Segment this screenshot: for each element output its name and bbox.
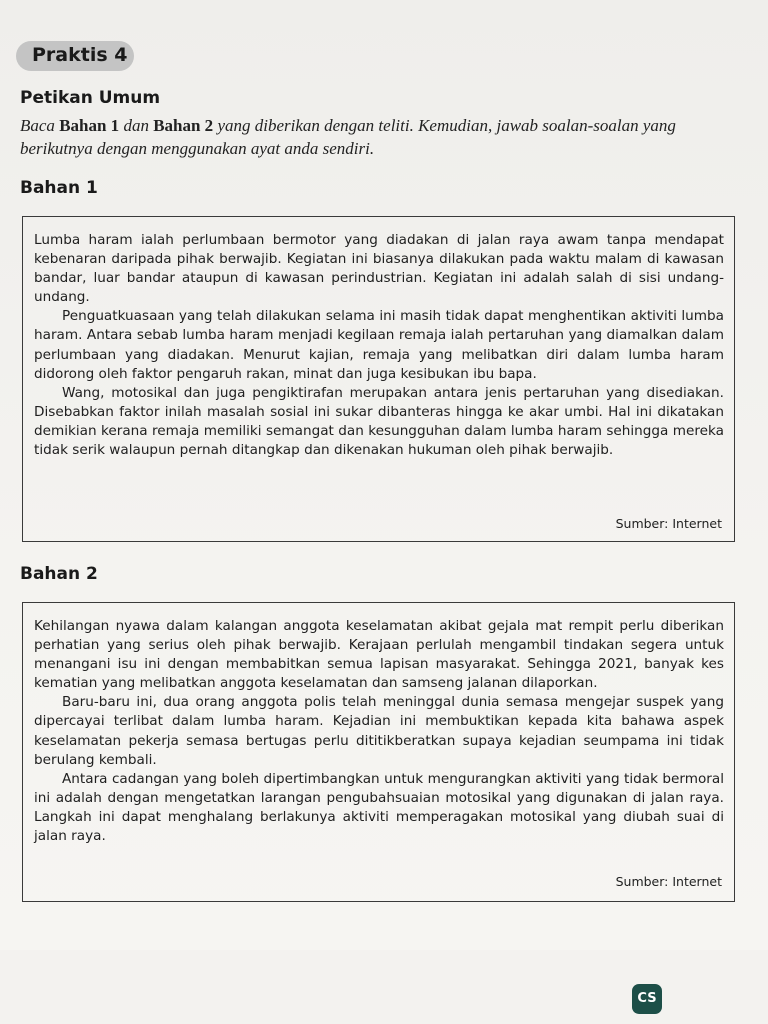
bahan1-box [22,216,735,542]
instruction-text [20,114,750,160]
bahan2-heading: Bahan 2 [20,564,98,584]
section-title: Petikan Umum [20,88,161,108]
bahan2-box [22,602,735,902]
bahan2-paragraph-3: Antara cadangan yang boleh dipertimbangkan untuk mengurangkan aktiviti yang tidak bermoral ini adalah dengan mengetatkan larangan pengubahsuaian motosikal yang digunakan di jalan raya. Langkah ini dapat menghalang berlakunya aktiviti memperagakan motosikal yang diubah suai di jalan raya. [34,770,724,845]
practice-badge-label: Praktis 4 [32,44,128,66]
instruction-bold-bahan1: Bahan 1 [59,116,120,135]
bahan1-heading: Bahan 1 [20,178,98,198]
bahan2-paragraph-1: Kehilangan nyawa dalam kalangan anggota keselamatan akibat gejala mat rempit perlu diberikan perhatian yang serius oleh pihak berwajib. Kerajaan perlulah mengambil tindakan segera untuk menangani isu ini dengan membabitkan semua lapisan masyarakat. Sehingga 2021, banyak kes kematian yang melibatkan anggota keselamatan dan samseng jalanan dilaporkan. [34,618,724,692]
practice-badge [16,41,134,71]
bahan2-paragraph-2: Baru-baru ini, dua orang anggota polis telah meninggal dunia semasa mengejar suspek yang dipercayai terlibat dalam lumba haram. Kejadian ini membuktikan kepada kita bahawa aspek keselamatan pekerja semasa bertugas perlu dititikberatkan supaya kejadian seumpama ini tidak berulang kembali. [34,694,724,768]
instruction-bold-bahan2: Bahan 2 [153,116,214,135]
bahan1-source: Sumber: Internet [615,515,722,531]
instruction-part: yang diberikan dengan teliti. Kemudian, jawab soalan-soalan yang berikutnya dengan menggunakan ayat anda sendiri. [20,116,676,158]
bahan1-paragraph-1: Lumba haram ialah perlumbaan bermotor yang diadakan di jalan raya awam tanpa mendapat kebenaran daripada pihak berwajib. Kegiatan ini biasanya dilakukan pada waktu malam di kawasan bandar, luar bandar ataupun di kawasan perindustrian. Kegiatan ini adalah salah di sisi undang-undang. [34,232,724,306]
bahan1-paragraph-2: Penguatkuasaan yang telah dilakukan selama ini masih tidak dapat menghentikan aktiviti lumba haram. Antara sebab lumba haram menjadi kegilaan remaja ialah pertaruhan yang diamalkan dalam perlumbaan yang diadakan. Menurut kajian, remaja yang melibatkan diri dalam lumba haram didorong oleh faktor pengaruh rakan, minat dan juga kesibukan ibu bapa. [34,308,724,382]
instruction-part: Baca [20,116,60,135]
bahan2-source: Sumber: Internet [615,873,722,889]
instruction-part: dan [119,116,154,135]
camscanner-watermark-icon: CS [632,984,662,1014]
bahan1-paragraph-3: Wang, motosikal dan juga pengiktirafan merupakan antara jenis pertaruhan yang disediakan. Disebabkan faktor inilah masalah sosial ini sukar dibanteras hingga ke akar umbi. Hal ini dikatakan demikian kerana remaja memiliki semangat dan kesungguhan dalam lumba haram sehingga mereka tidak serik walaupun pernah ditangkap dan dikenakan hukuman oleh pihak berwajib. [34,384,724,459]
